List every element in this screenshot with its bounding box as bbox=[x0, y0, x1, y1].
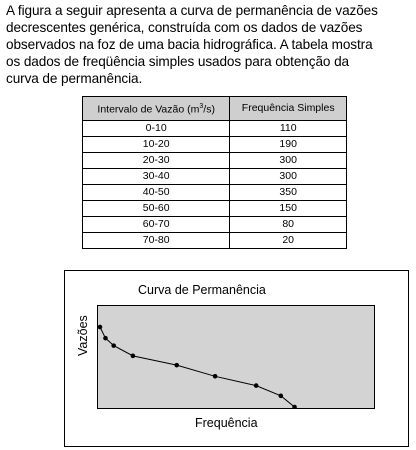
curve-point bbox=[111, 343, 116, 348]
curve-point bbox=[98, 325, 102, 330]
curve-point bbox=[131, 354, 136, 359]
chart-title: Curva de Permanência bbox=[138, 283, 266, 297]
frequency-cell: 20 bbox=[230, 232, 347, 248]
table-row bbox=[83, 120, 347, 136]
interval-cell: 30-40 bbox=[83, 168, 230, 184]
frequency-cell: 300 bbox=[230, 152, 347, 168]
intro-paragraph bbox=[6, 2, 414, 87]
chart-title-row bbox=[30, 283, 416, 297]
table-row bbox=[83, 200, 347, 216]
curve-point bbox=[174, 363, 179, 368]
frequency-cell: 150 bbox=[230, 200, 347, 216]
interval-cell: 10-20 bbox=[83, 136, 230, 152]
curve-point bbox=[279, 394, 284, 399]
interval-cell: 70-80 bbox=[83, 232, 230, 248]
interval-cell: 60-70 bbox=[83, 216, 230, 232]
frequency-cell: 190 bbox=[230, 136, 347, 152]
curve-line bbox=[100, 327, 295, 407]
frequency-header: Frequência Simples bbox=[230, 97, 347, 121]
x-axis-label: Frequência bbox=[195, 416, 258, 430]
frequency-cell: 110 bbox=[230, 120, 347, 136]
intro-line: os dados de freqüência simples usados para obtenção da bbox=[6, 54, 349, 69]
duration-curve-svg bbox=[98, 306, 374, 408]
interval-cell: 50-60 bbox=[83, 200, 230, 216]
interval-cell: 40-50 bbox=[83, 184, 230, 200]
table-row bbox=[83, 232, 347, 248]
frequency-table bbox=[82, 96, 347, 249]
frequency-cell: 80 bbox=[230, 216, 347, 232]
intro-line: A figura a seguir apresenta a curva de permanência de vazões bbox=[6, 3, 378, 18]
frequency-cell: 300 bbox=[230, 168, 347, 184]
table-row bbox=[83, 184, 347, 200]
curve-point bbox=[254, 383, 259, 388]
interval-cell: 20-30 bbox=[83, 152, 230, 168]
table-row bbox=[83, 168, 347, 184]
intro-line: curva de permanência. bbox=[6, 71, 143, 86]
frequency-cell: 350 bbox=[230, 184, 347, 200]
curve-point bbox=[103, 336, 108, 341]
table-row bbox=[83, 136, 347, 152]
table-row bbox=[83, 152, 347, 168]
interval-header: Intervalo de Vazão $(m^3/s)$ bbox=[83, 97, 230, 121]
plot-area bbox=[97, 305, 375, 409]
interval-cell: 0-10 bbox=[83, 120, 230, 136]
curve-point bbox=[213, 374, 218, 379]
y-axis-label: Vazões bbox=[76, 315, 90, 356]
table-row bbox=[83, 216, 347, 232]
intro-line: decrescentes genérica, construída com os dados de vazões bbox=[6, 20, 363, 35]
table-header-row bbox=[83, 97, 347, 121]
intro-line: observados na foz de uma bacia hidrográfica. A tabela mostra bbox=[6, 37, 373, 52]
